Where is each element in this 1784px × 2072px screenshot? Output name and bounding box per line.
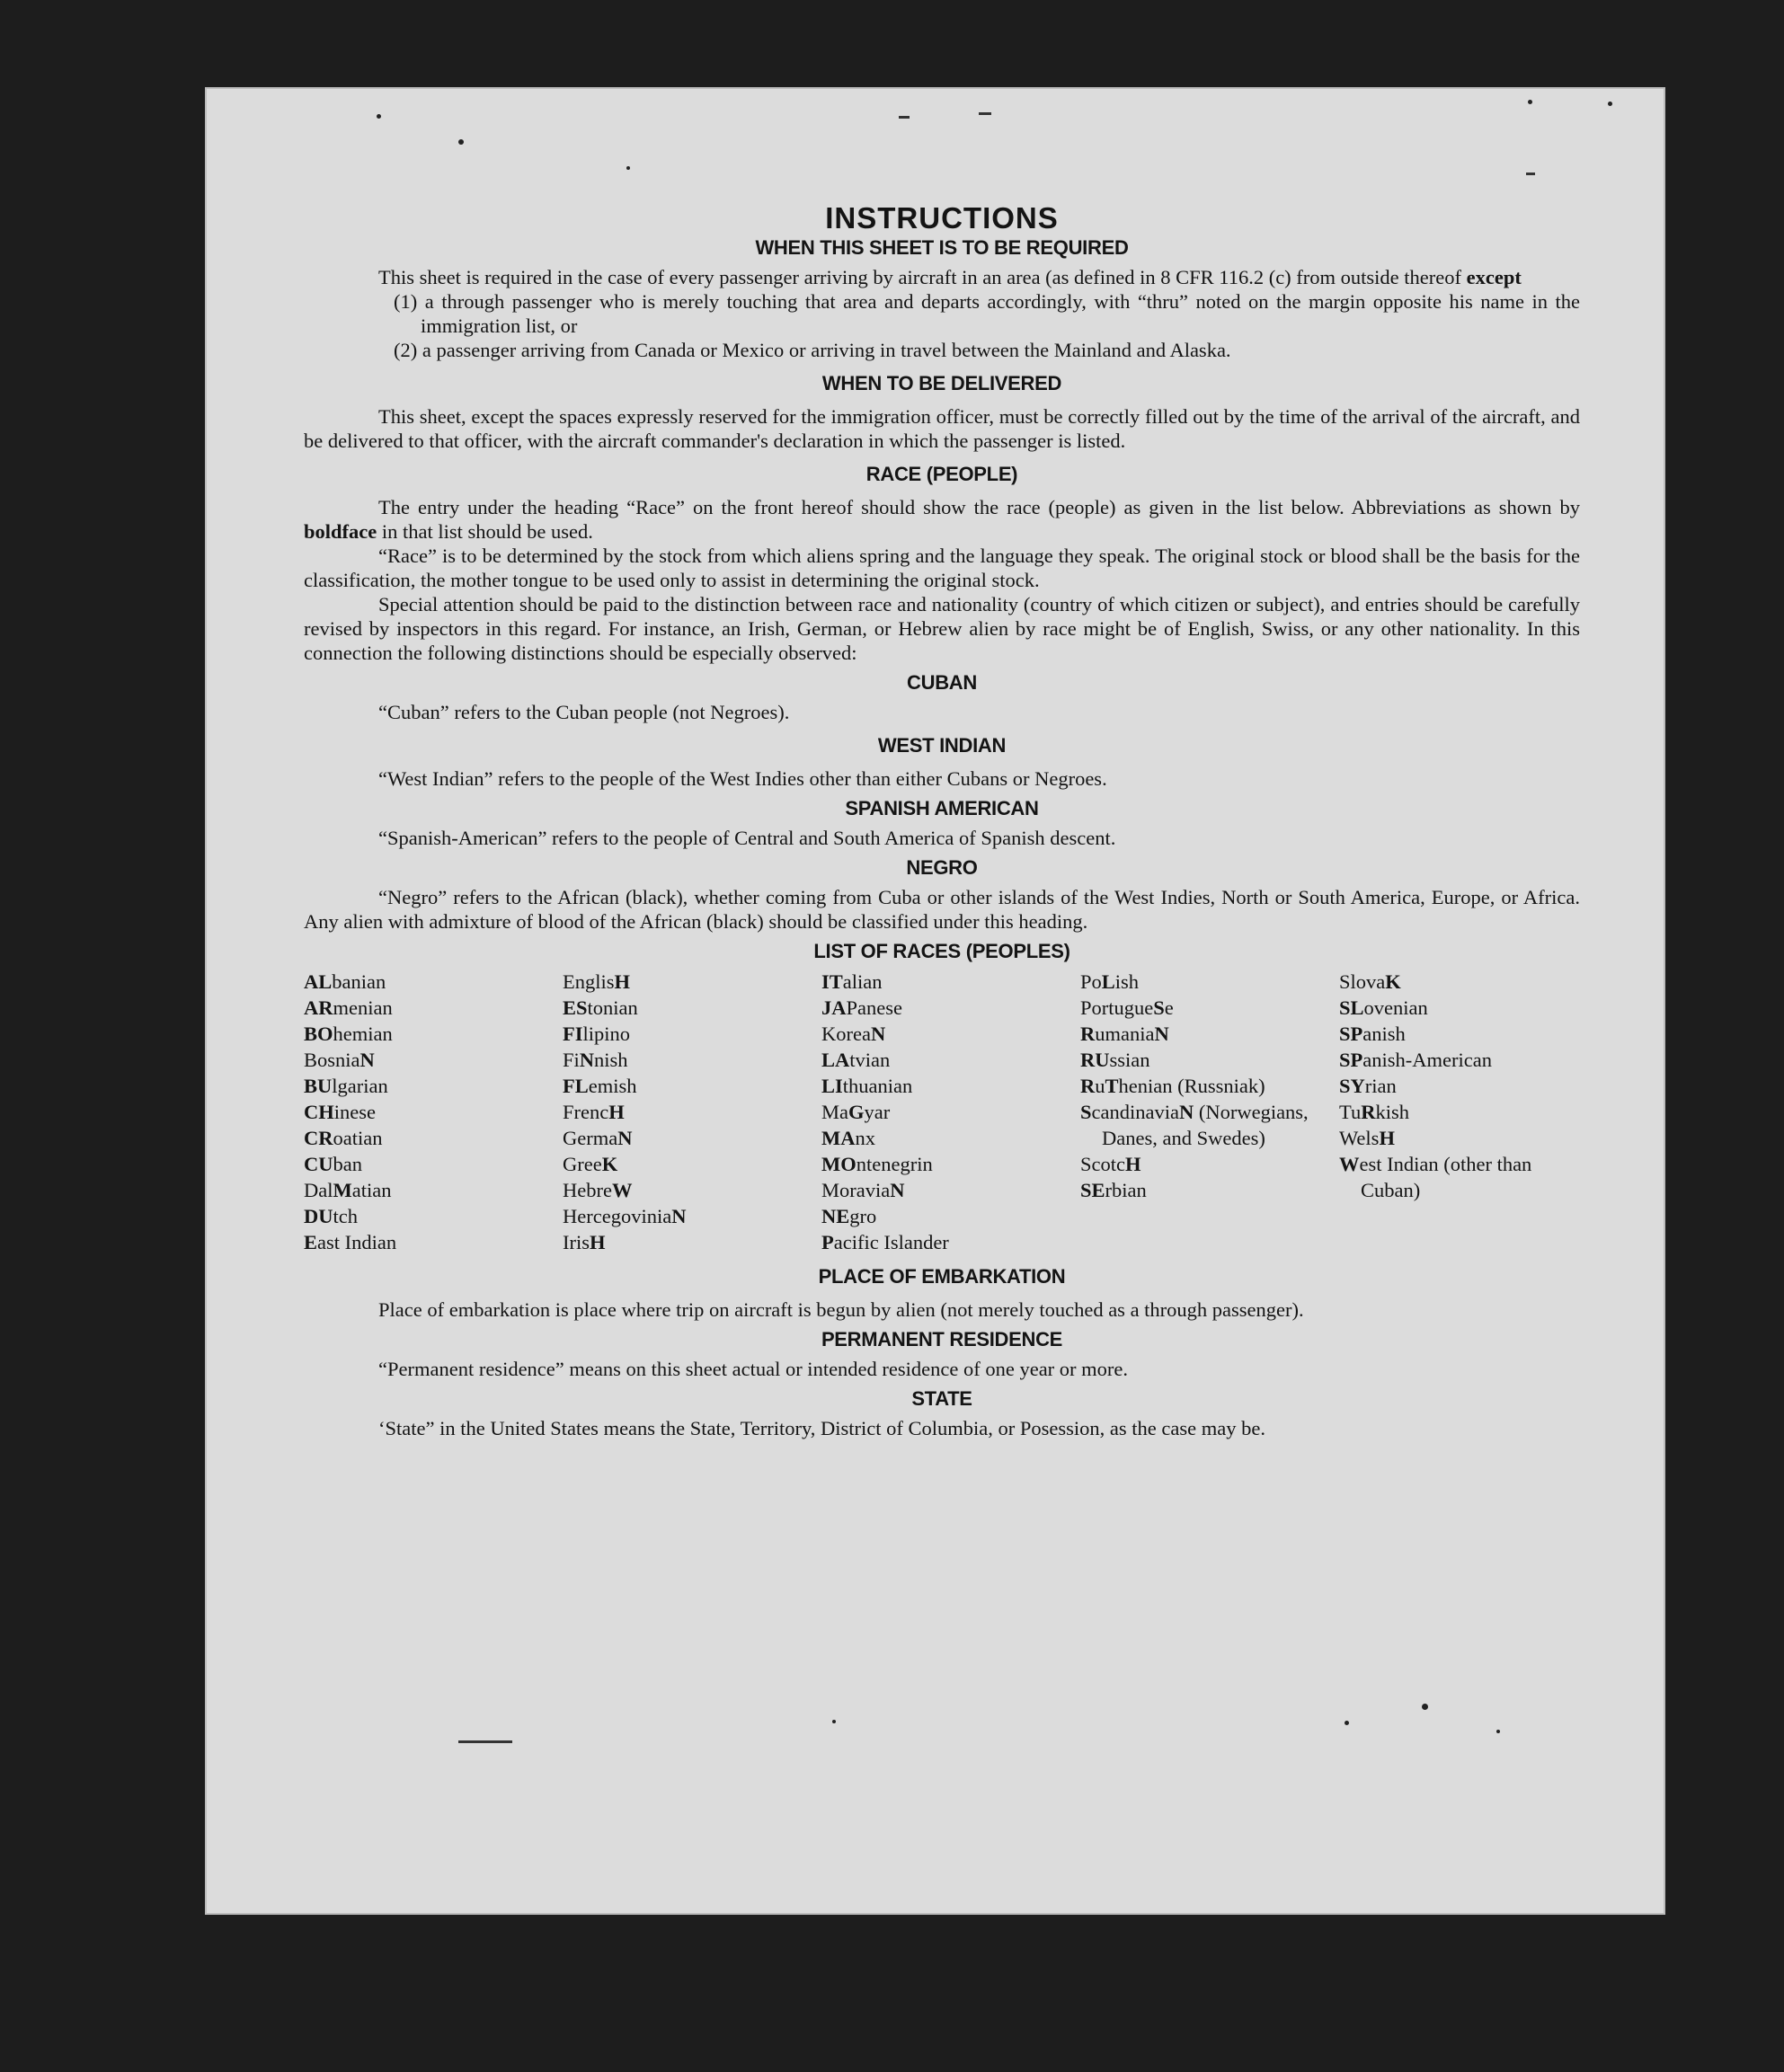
scan-speck (832, 1720, 836, 1723)
race-entry: FIlipino (563, 1023, 631, 1045)
paragraph: Place of embarkation is place where trip on aircraft is begun by alien (not merely touched as a through passenger). (378, 1298, 1304, 1321)
paragraph: ‘State” in the United States means the State, Territory, District of Columbia, or Posession, as the case may be. (378, 1417, 1265, 1439)
race-entry: Pacific Islander (821, 1231, 949, 1253)
scan-speck (1422, 1704, 1428, 1710)
instructions-content (304, 201, 1580, 1440)
section-heading: PERMANENT RESIDENCE (821, 1328, 1063, 1350)
race-entry: DUtch (304, 1205, 358, 1227)
race-list (304, 969, 1580, 1255)
race-column (563, 969, 821, 1255)
paragraph: “Negro” refers to the African (black), whether coming from Cuba or other islands of the West Indies, North or South America, Europe, or Africa. Any alien with admixture of blood of the African (black) should be classified under this heading. (304, 886, 1580, 933)
race-entry: SYrian (1339, 1075, 1397, 1097)
race-entry: CRoatian (304, 1127, 383, 1149)
race-entry: CHinese (304, 1101, 376, 1123)
race-entry: FrencH (563, 1101, 625, 1123)
race-column (1339, 969, 1582, 1255)
race-entry: ALbanian (304, 970, 386, 993)
scan-speck (1526, 173, 1535, 175)
race-entry: MOntenegrin (821, 1153, 933, 1175)
race-entry: SPanish-American (1339, 1049, 1492, 1071)
race-entry: SlovaK (1339, 970, 1401, 993)
race-entry: FiNnish (563, 1049, 628, 1071)
race-column (1080, 969, 1339, 1255)
race-column (821, 969, 1080, 1255)
race-entry: MoraviaN (821, 1179, 905, 1201)
race-entry: TuRkish (1339, 1101, 1409, 1123)
section-heading: PLACE OF EMBARKATION (818, 1265, 1066, 1288)
race-entry: ScandinaviaN (Norwegians, Danes, and Swedes) (1080, 1101, 1309, 1149)
race-entry: GreeK (563, 1153, 618, 1175)
race-entry: SLovenian (1339, 996, 1428, 1019)
race-entry: NEgro (821, 1205, 877, 1227)
race-entry: RuThenian (Russniak) (1080, 1075, 1265, 1097)
paragraph: The entry under the heading “Race” on the front hereof should show the race (people) as given in the list below. Abbreviations as shown by boldface in that list should be used. (304, 496, 1580, 543)
section-heading: LIST OF RACES (PEOPLES) (813, 940, 1070, 962)
race-entry: BUlgarian (304, 1075, 388, 1097)
paragraph: “Permanent residence” means on this sheet actual or intended residence of one year or more. (378, 1358, 1129, 1380)
race-entry: BOhemian (304, 1023, 393, 1045)
list-item: (1) a through passenger who is merely touching that area and departs accordingly, with “thru” noted on the margin opposite his name in the immigration list, or (394, 290, 1580, 337)
race-entry: ITalian (821, 970, 883, 993)
scan-speck (458, 139, 464, 145)
race-entry: FLemish (563, 1075, 637, 1097)
paragraph: “West Indian” refers to the people of the West Indies other than either Cubans or Negroes. (378, 767, 1107, 790)
section-heading: SPANISH AMERICAN (845, 797, 1039, 819)
paragraph: “Spanish-American” refers to the people of Central and South America of Spanish descent. (378, 827, 1116, 849)
section-heading: NEGRO (906, 856, 978, 879)
paragraph: “Race” is to be determined by the stock from which aliens spring and the language they speak. The original stock or blood shall be the basis for the classification, the mother tongue to be used only to assist in determining the original stock. (304, 545, 1580, 591)
scan-speck (377, 114, 381, 119)
race-entry: JAPanese (821, 996, 902, 1019)
race-entry: LIthuanian (821, 1075, 913, 1097)
race-entry: HercegoviniaN (563, 1205, 687, 1227)
race-entry: GermaN (563, 1127, 633, 1149)
race-entry: RUssian (1080, 1049, 1150, 1071)
scan-speck (1528, 100, 1532, 104)
race-entry: CUban (304, 1153, 362, 1175)
paragraph: “Cuban” refers to the Cuban people (not Negroes). (378, 701, 790, 723)
race-entry: ARmenian (304, 996, 393, 1019)
section-heading: WEST INDIAN (877, 734, 1007, 757)
section-heading: CUBAN (907, 671, 977, 694)
race-entry: PoLish (1080, 970, 1140, 993)
scan-speck (626, 166, 630, 170)
race-entry: MaGyar (821, 1101, 891, 1123)
scan-speck (899, 116, 910, 119)
paragraph: This sheet is required in the case of every passenger arriving by aircraft in an area (as defined in 8 CFR 116.2 (c) from outside thereof except (378, 266, 1522, 288)
section-heading: RACE (PEOPLE) (865, 463, 1018, 485)
race-entry: SErbian (1080, 1179, 1147, 1201)
race-entry: PortugueSe (1080, 996, 1174, 1019)
paragraph: This sheet, except the spaces expressly reserved for the immigration officer, must be correctly filled out by the time of the arrival of the aircraft, and be delivered to that officer, with the aircraft commander's declaration in which the passenger is listed. (304, 405, 1580, 452)
scan-speck (1608, 102, 1612, 106)
race-entry: LAtvian (821, 1049, 891, 1071)
race-entry: WelsH (1339, 1127, 1395, 1149)
paragraph: Special attention should be paid to the distinction between race and nationality (country of which citizen or subject), and entries should be carefully revised by inspectors in this regard. For instance, an Irish, German, or Hebrew alien by race might be of English, Swiss, or any other nationality. In this connection the following distinctions should be especially observed: (304, 593, 1580, 664)
race-entry: EStonian (563, 996, 638, 1019)
section-heading: WHEN THIS SHEET IS TO BE REQUIRED (755, 236, 1129, 259)
race-entry: ScotcH (1080, 1153, 1141, 1175)
race-column (304, 969, 563, 1255)
race-entry: RumaniaN (1080, 1023, 1169, 1045)
section-heading: WHEN TO BE DELIVERED (821, 372, 1062, 394)
scan-speck (458, 1740, 512, 1743)
race-entry: East Indian (304, 1231, 397, 1253)
section-heading: STATE (911, 1387, 972, 1410)
race-entry: IrisH (563, 1231, 606, 1253)
scan-speck (1345, 1721, 1349, 1725)
race-entry: EnglisH (563, 970, 631, 993)
page-title: INSTRUCTIONS (825, 201, 1059, 235)
scan-speck (1496, 1730, 1500, 1733)
race-entry: MAnx (821, 1127, 875, 1149)
list-item: (2) a passenger arriving from Canada or Mexico or arriving in travel between the Mainland and Alaska. (394, 339, 1231, 361)
race-entry: West Indian (other than Cuban) (1339, 1153, 1532, 1201)
race-entry: DalMatian (304, 1179, 392, 1201)
race-entry: KoreaN (821, 1023, 886, 1045)
scan-speck (979, 112, 991, 115)
race-entry: SPanish (1339, 1023, 1406, 1045)
race-entry: HebreW (563, 1179, 633, 1201)
instruction-sheet (205, 87, 1665, 1915)
race-entry: BosniaN (304, 1049, 375, 1071)
